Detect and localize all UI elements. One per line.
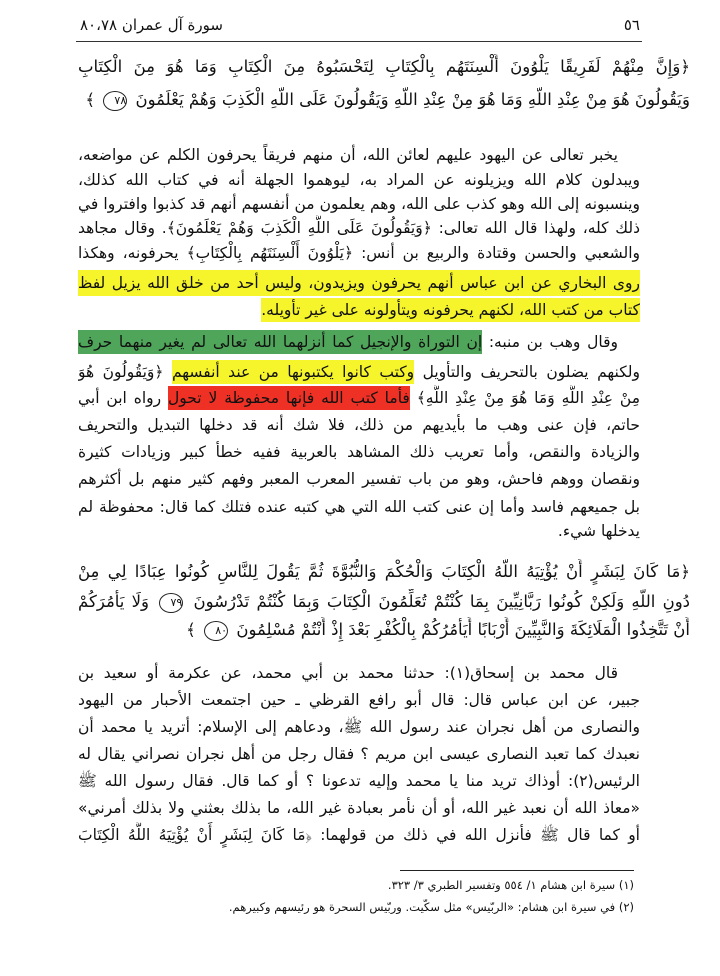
text-segment: وَيَقُولُونَ هُوَ مِنْ عِنْدِ اللَّهِ وَمَا هُوَ مِنْ عِنْدِ اللَّهِ وَيَقُولُونَ عَلَى اللَّهِ الْكَذِبَ وَهُمْ يَعْلَمُونَ	[135, 90, 690, 109]
commentary-paragraph-1-line	[78, 215, 640, 241]
text-segment: وَلَا يَأْمُرَكُمْ	[78, 592, 150, 611]
verse-79-80-line	[78, 559, 690, 585]
commentary-paragraph-2-line	[78, 466, 640, 492]
text-segment: يدخلها شيء.	[557, 522, 640, 540]
text-segment: والنصارى من أهل نجران عند رسول الله ﷺ، ودعاهم إلى الإسلام: أتريد يا محمد أن	[78, 718, 640, 736]
commentary-paragraph-3-line	[78, 714, 640, 740]
text-segment: دُونِ اللَّهِ وَلَكِنْ كُونُوا رَبَّانِيِّينَ بِمَا كُنْتُمْ تُعَلِّمُونَ الْكِتَابَ وَبِمَا كُنْتُمْ تَدْرُسُونَ	[193, 592, 690, 611]
commentary-paragraph-1-line	[78, 191, 640, 217]
text-segment: ولكنهم يضلون بالتحريف والتأويل	[414, 363, 640, 381]
text-segment: (١) سيرة ابن هشام ١/ ٥٥٤ وتفسير الطبري ٣/ ٣٢٣.	[387, 878, 634, 892]
text-segment: ويبدلون كلام الله ويزيلونه عن المراد به، ليوهموا الجهلة أنه في كتاب الله كذلك،	[78, 171, 640, 189]
footnotes-line	[134, 875, 634, 895]
text-segment: مِنْ عِنْدِ اللَّهِ وَمَا هُوَ مِنْ عِنْدِ اللَّهِ﴾	[409, 389, 640, 407]
text-segment: «معاذ الله أن نعبد غير الله، أو أن نأمر بعبادة غير الله، ما بذلك بعثني ولا بذلك أمرني»	[78, 799, 640, 817]
commentary-paragraph-3-line	[78, 660, 640, 686]
text-segment: ﴿وَيَقُولُونَ هُوَ	[78, 363, 172, 381]
yellow-highlighted-text: كتاب من كتب الله، لكنهم يحرفونه ويتأولونه على غير تأويله.	[261, 298, 640, 322]
text-segment: الرئيس(٢): أوذاك تريد منا يا محمد وإليه تدعونا ؟ أو كما قال. فقال رسول الله ﷺ	[78, 772, 640, 790]
footnote-divider	[400, 870, 634, 871]
text-segment: وينسبونه إلى الله وهو كذب على الله، وهم يعلمون من أنفسهم أنهم قد كذبوا وافتروا في	[78, 195, 640, 213]
commentary-paragraph-1-line	[78, 142, 640, 168]
text-segment: بل جميعهم فاسد وأما إن عنى كتب الله التي هي كتبه عنده فتلك كما قال: محفوظة لم	[78, 498, 640, 516]
verse-79-80-line	[78, 617, 690, 643]
verse-number-marker: ٨٠	[204, 621, 228, 641]
text-segment: حاتم، فإن عنى وهب ما بأيديهم من ذلك، فلا شك أنه قد دخلها التبديل والتحريف	[78, 416, 640, 434]
commentary-paragraph-3-line	[78, 768, 640, 794]
text-segment: (٢) في سيرة ابن هشام: «الربّيس» مثل سكّيت. وربّيس السحرة هو رئيسهم وكبيرهم.	[228, 900, 634, 914]
running-header-surah-title: سورة آل عمران ٨٠،٧٨	[80, 16, 223, 34]
commentary-paragraph-3-line	[78, 741, 640, 767]
commentary-paragraph-2-line	[78, 439, 640, 465]
text-segment: ﴿مَا كَانَ لِبَشَرٍ أَنْ يُؤْتِيَهُ اللَّهُ الْكِتَابَ وَالْحُكْمَ وَالنُّبُوَّةَ ثُمَّ يَقُولَ لِلنَّاسِ كُونُوا عِبَادًا لِي مِنْ	[78, 562, 690, 581]
text-segment: أو كما قال ﷺ فأنزل الله في ذلك من قولهما: ﴿مَا كَانَ لِبَشَرٍ أَنْ يُؤْتِيَهُ اللَّهُ الْكِتَابَ	[78, 826, 640, 844]
commentary-paragraph-2-line	[78, 329, 640, 355]
text-segment: رواه ابن أبي	[78, 389, 169, 407]
commentary-paragraph-1-line	[78, 297, 640, 323]
text-segment: جبير، عن ابن عباس قال: قال أبو رافع القرظي ـ حين اجتمعت الأحبار من اليهود	[78, 691, 640, 709]
text-segment: ﴿وَإِنَّ مِنْهُمْ لَفَرِيقًا يَلْوُونَ أَلْسِنَتَهُم بِالْكِتَابِ لِتَحْسَبُوهُ مِنَ الْكِتَابِ وَمَا هُوَ مِنَ الْكِتَابِ	[78, 57, 690, 76]
verse-79-80-line	[78, 589, 690, 615]
verse-number-marker: ٧٨	[103, 91, 127, 111]
text-segment: والزيادة والنقص، وأما تعريب ذلك المشاهد بالعربية ففيه خطأ كبير وزيادات كثيرة	[78, 443, 640, 461]
commentary-paragraph-2-line	[78, 494, 640, 520]
text-segment: ﴾	[186, 620, 196, 639]
commentary-paragraph-3-line	[78, 822, 640, 848]
red-highlighted-text: فأما كتب الله فإنها محفوظة لا تحول	[168, 386, 410, 410]
text-segment: ﴾	[85, 90, 95, 109]
verse-78-line	[78, 87, 690, 113]
text-segment: وقال وهب بن منبه:	[482, 333, 618, 351]
text-segment: والشعبي والحسن وقتادة والربيع بن أنس: ﴿يَلْوُونَ أَلْسِنَتَهُم بِالْكِتَابِ﴾ يحرفونه، وهكذا	[78, 244, 640, 262]
green-highlighted-text: إن التوراة والإنجيل كما أنزلهما الله تعالى لم يغير منهما حرف	[78, 330, 482, 354]
yellow-highlighted-text: روى البخاري عن ابن عباس أنهم يحرفون ويزيدون، وليس أحد من خلق الله يزيل لفظ	[78, 271, 640, 295]
page-number: ٥٦	[623, 16, 640, 34]
text-segment: قال محمد بن إسحاق(١): حدثنا محمد بن أبي محمد، عن عكرمة أو سعيد بن	[78, 664, 618, 682]
footnotes-line	[134, 897, 634, 917]
text-segment: ذلك كله، ولهذا قال الله تعالى: ﴿وَيَقُولُونَ عَلَى اللَّهِ الْكَذِبَ وَهُمْ يَعْلَمُونَ﴾. وقال مجاهد	[78, 219, 640, 237]
text-segment: أَنْ تَتَّخِذُوا الْمَلَائِكَةَ وَالنَّبِيِّينَ أَرْبَابًا أَيَأْمُرُكُمْ بِالْكُفْرِ بَعْدَ إِذْ أَنْتُمْ مُسْلِمُونَ	[236, 620, 690, 639]
commentary-paragraph-2-line	[78, 359, 640, 385]
text-segment: يخبر تعالى عن اليهود عليهم لعائن الله، أن منهم فريقاً يحرفون الكلم عن مواضعه،	[78, 146, 618, 164]
commentary-paragraph-2-line	[78, 412, 640, 438]
verse-number-marker: ٧٩	[159, 593, 183, 613]
commentary-paragraph-1-line	[78, 270, 640, 296]
commentary-paragraph-2-line	[78, 518, 640, 544]
text-segment: ونقصان ووهم فاحش، وهو من باب تفسير المعرب المعبر وفهم كثير منهم بل أكثرهم	[78, 470, 640, 488]
commentary-paragraph-2-line	[78, 385, 640, 411]
text-segment: نعبدك كما تعبد النصارى عيسى ابن مريم ؟ فقال رجل من أهل نجران نصراني يقال له	[78, 745, 640, 763]
commentary-paragraph-3-line	[78, 795, 640, 821]
yellow-highlighted-text: وكتب كانوا يكتبونها من عند أنفسهم	[172, 360, 414, 384]
commentary-paragraph-1-line	[78, 167, 640, 193]
commentary-paragraph-3-line	[78, 687, 640, 713]
header-divider	[76, 41, 642, 42]
commentary-paragraph-1-line	[78, 240, 640, 266]
verse-78-line	[78, 54, 690, 80]
